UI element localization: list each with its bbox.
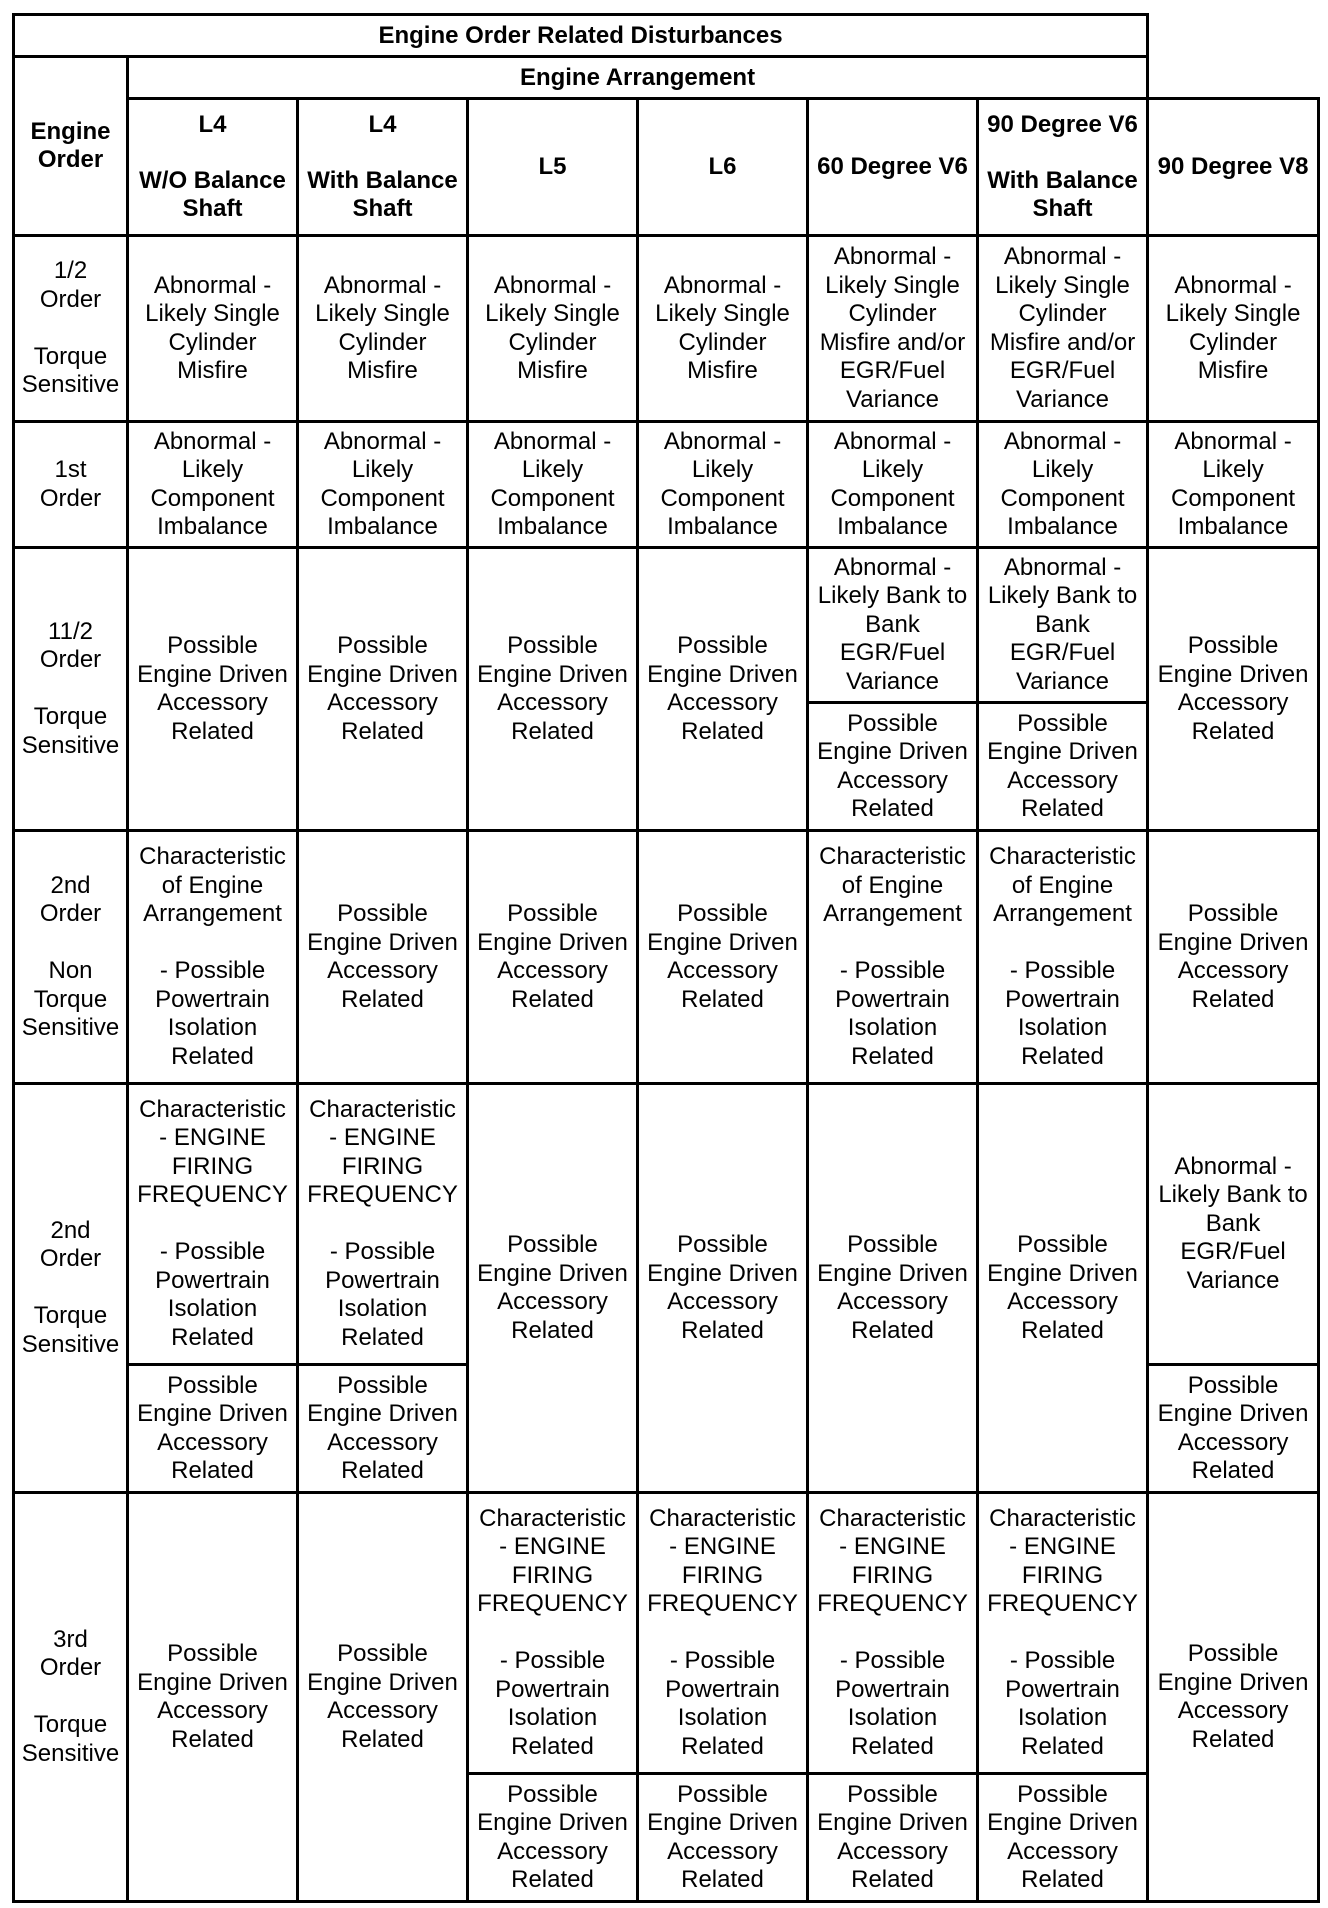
cell: Possible Engine Driven Accessory Related — [978, 1084, 1148, 1493]
row-label-one-half-order: 11/2 Order Torque Sensitive — [14, 548, 128, 831]
col-header-l6: L6 — [638, 99, 808, 236]
col-header-60-v6: 60 Degree V6 — [808, 99, 978, 236]
cell: Abnormal - Likely Component Imbalance — [128, 422, 298, 548]
row-label-half-order: 1/2 Order Torque Sensitive — [14, 236, 128, 422]
cell: Abnormal - Likely Single Cylinder Misfire — [638, 236, 808, 422]
cell: Possible Engine Driven Accessory Related — [128, 548, 298, 831]
table-row — [14, 236, 1319, 422]
cell: Possible Engine Driven Accessory Related — [1148, 1365, 1319, 1493]
row-label-second-order-non-torque: 2nd Order Non Torque Sensitive — [14, 831, 128, 1084]
engine-order-table-container — [12, 13, 1320, 1903]
cell: Abnormal - Likely Component Imbalance — [298, 422, 468, 548]
cell: Possible Engine Driven Accessory Related — [638, 1774, 808, 1902]
cell: Abnormal - Likely Component Imbalance — [468, 422, 638, 548]
col-header-l4-wo-balance: L4 W/O Balance Shaft — [128, 99, 298, 236]
table-row — [14, 1084, 1319, 1365]
engine-order-table — [12, 13, 1320, 1903]
col-header-90-v8: 90 Degree V8 — [1148, 99, 1319, 236]
cell: Possible Engine Driven Accessory Related — [298, 1365, 468, 1493]
table-row — [14, 422, 1319, 548]
table-row — [14, 548, 1319, 703]
cell: Possible Engine Driven Accessory Related — [128, 1493, 298, 1902]
row-label-first-order: 1st Order — [14, 422, 128, 548]
table-row — [14, 1493, 1319, 1774]
col-header-l4-with-balance: L4 With Balance Shaft — [298, 99, 468, 236]
cell: Abnormal - Likely Bank to Bank EGR/Fuel Variance — [808, 548, 978, 703]
cell: Possible Engine Driven Accessory Related — [808, 1084, 978, 1493]
cell: Abnormal - Likely Component Imbalance — [978, 422, 1148, 548]
cell: Characteristic - ENGINE FIRING FREQUENCY - Possible Powertrain Isolation Related — [978, 1493, 1148, 1774]
cell: Possible Engine Driven Accessory Related — [298, 548, 468, 831]
cell: Characteristic - ENGINE FIRING FREQUENCY - Possible Powertrain Isolation Related — [128, 1084, 298, 1365]
cell: Abnormal - Likely Component Imbalance — [638, 422, 808, 548]
title-spacer — [1148, 15, 1319, 57]
cell: Possible Engine Driven Accessory Related — [1148, 1493, 1319, 1902]
cell: Possible Engine Driven Accessory Related — [468, 831, 638, 1084]
cell: Possible Engine Driven Accessory Related — [638, 831, 808, 1084]
cell: Abnormal - Likely Single Cylinder Misfire — [128, 236, 298, 422]
cell: Possible Engine Driven Accessory Related — [468, 1084, 638, 1493]
cell: Abnormal - Likely Single Cylinder Misfire and/or EGR/Fuel Variance — [978, 236, 1148, 422]
cell: Abnormal - Likely Component Imbalance — [808, 422, 978, 548]
col-header-90-v6: 90 Degree V6 With Balance Shaft — [978, 99, 1148, 236]
cell: Possible Engine Driven Accessory Related — [128, 1365, 298, 1493]
col-header-l5: L5 — [468, 99, 638, 236]
cell: Possible Engine Driven Accessory Related — [638, 1084, 808, 1493]
cell: Characteristic - ENGINE FIRING FREQUENCY - Possible Powertrain Isolation Related — [298, 1084, 468, 1365]
cell: Abnormal - Likely Single Cylinder Misfire — [298, 236, 468, 422]
cell: Characteristic of Engine Arrangement - Possible Powertrain Isolation Related — [128, 831, 298, 1084]
cell: Possible Engine Driven Accessory Related — [468, 1774, 638, 1902]
cell: Possible Engine Driven Accessory Related — [978, 703, 1148, 831]
arrangement-spacer — [1148, 57, 1319, 99]
engine-arrangement-header: Engine Arrangement — [128, 57, 1148, 99]
cell: Characteristic of Engine Arrangement - Possible Powertrain Isolation Related — [978, 831, 1148, 1084]
cell: Abnormal - Likely Single Cylinder Misfire and/or EGR/Fuel Variance — [808, 236, 978, 422]
cell: Characteristic - ENGINE FIRING FREQUENCY - Possible Powertrain Isolation Related — [808, 1493, 978, 1774]
cell: Abnormal - Likely Single Cylinder Misfire — [468, 236, 638, 422]
cell: Possible Engine Driven Accessory Related — [298, 1493, 468, 1902]
table-row — [14, 831, 1319, 1084]
cell: Characteristic - ENGINE FIRING FREQUENCY - Possible Powertrain Isolation Related — [638, 1493, 808, 1774]
cell: Abnormal - Likely Single Cylinder Misfire — [1148, 236, 1319, 422]
table-title: Engine Order Related Disturbances — [14, 15, 1148, 57]
cell: Possible Engine Driven Accessory Related — [1148, 548, 1319, 831]
cell: Abnormal - Likely Bank to Bank EGR/Fuel Variance — [1148, 1084, 1319, 1365]
cell: Possible Engine Driven Accessory Related — [638, 548, 808, 831]
cell: Possible Engine Driven Accessory Related — [468, 548, 638, 831]
cell: Possible Engine Driven Accessory Related — [808, 1774, 978, 1902]
cell: Abnormal - Likely Component Imbalance — [1148, 422, 1319, 548]
row-label-third-order: 3rd Order Torque Sensitive — [14, 1493, 128, 1902]
cell: Possible Engine Driven Accessory Related — [1148, 831, 1319, 1084]
cell: Abnormal - Likely Bank to Bank EGR/Fuel Variance — [978, 548, 1148, 703]
cell: Possible Engine Driven Accessory Related — [978, 1774, 1148, 1902]
cell: Possible Engine Driven Accessory Related — [808, 703, 978, 831]
cell: Characteristic - ENGINE FIRING FREQUENCY - Possible Powertrain Isolation Related — [468, 1493, 638, 1774]
cell: Possible Engine Driven Accessory Related — [298, 831, 468, 1084]
engine-order-header: Engine Order — [14, 57, 128, 236]
row-label-second-order-torque: 2nd Order Torque Sensitive — [14, 1084, 128, 1493]
cell: Characteristic of Engine Arrangement - Possible Powertrain Isolation Related — [808, 831, 978, 1084]
